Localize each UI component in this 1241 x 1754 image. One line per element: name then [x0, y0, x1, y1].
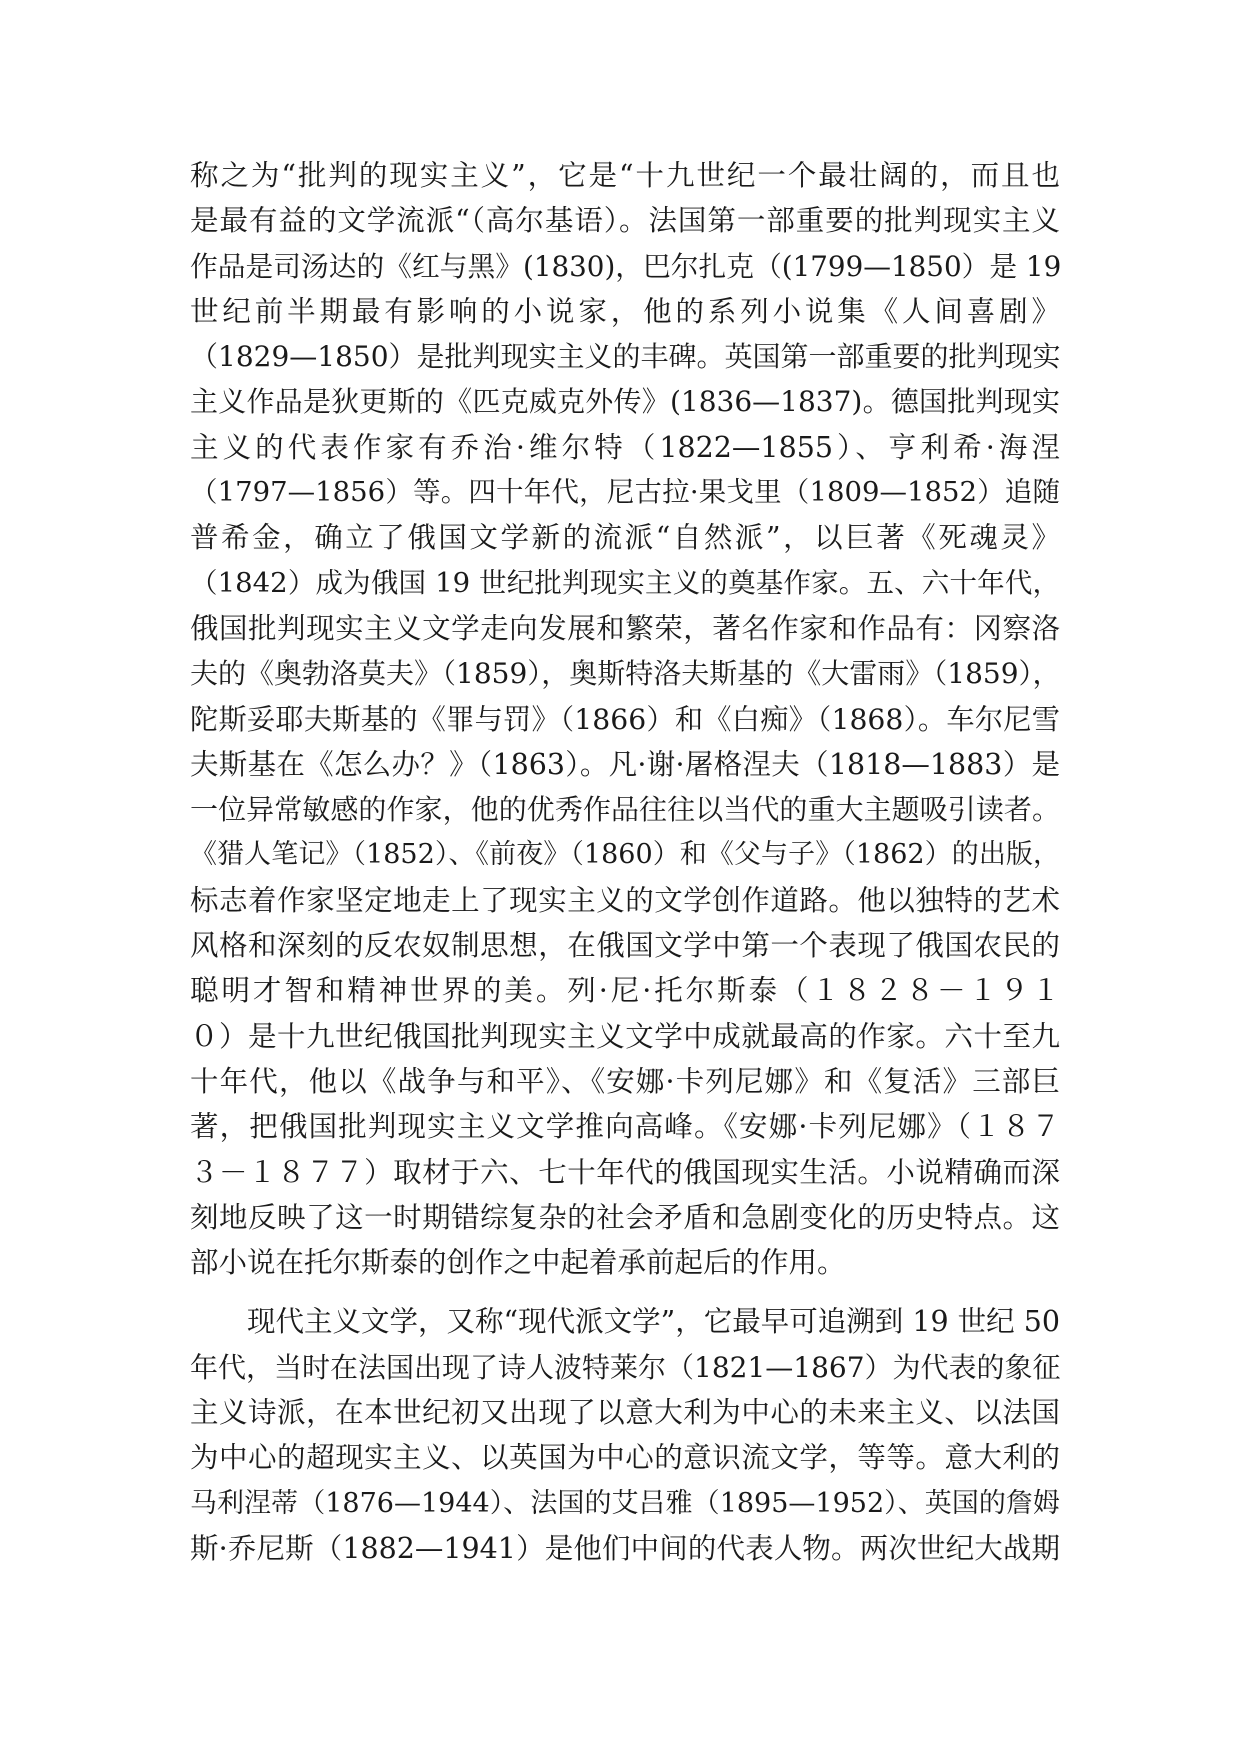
text-line: 著，把俄国批判现实主义文学推向高峰。《安娜·卡列尼娜》（１８７	[190, 1110, 1060, 1144]
text-line: 标志着作家坚定地走上了现实主义的文学创作道路。他以独特的艺术	[190, 883, 1060, 917]
text-line: 为中心的超现实主义、以英国为中心的意识流文学，等等。意大利的	[190, 1441, 1060, 1475]
text-line: 马利涅蒂（1876—1944）、法国的艾吕雅（1895—1952）、英国的詹姆	[190, 1487, 1060, 1519]
text-line: 称之为“批判的现实主义”，它是“十九世纪一个最壮阔的，而且也	[190, 159, 1060, 192]
text-line: ３－１８７７）取材于六、七十年代的俄国现实生活。小说精确而深	[190, 1155, 1060, 1189]
text-line: 《猎人笔记》（1852）、《前夜》（1860）和《父与子》（1862）的出版，	[190, 839, 1060, 871]
text-line: 部小说在托尔斯泰的创作之中起着承前起后的作用。	[190, 1246, 846, 1280]
text-line: 夫的《奥勃洛莫夫》（1859），奥斯特洛夫斯基的《大雷雨》（1859），	[190, 657, 1061, 691]
text-line: 风格和深刻的反农奴制思想，在俄国文学中第一个表现了俄国农民的	[190, 929, 1060, 963]
text-line: 陀斯妥耶夫斯基的《罪与罚》（1866）和《白痴》（1868）。车尔尼雪	[190, 702, 1060, 736]
paragraph-2	[190, 1299, 1060, 1571]
text-line: 普希金，确立了俄国文学新的流派“自然派”，以巨著《死魂灵》	[190, 521, 1060, 555]
text-line: 世纪前半期最有影响的小说家，他的系列小说集《人间喜剧》	[190, 294, 1060, 328]
text-line: （1829—1850）是批判现实主义的丰碑。英国第一部重要的批判现实	[190, 340, 1061, 374]
text-line: 聪明才智和精神世界的美。列·尼·托尔斯泰（１８２８－１９１	[190, 974, 1060, 1008]
text-line: 作品是司汤达的《红与黑》(1830)，巴尔扎克（(1799—1850）是 19	[190, 249, 1062, 283]
text-line: 斯·乔尼斯（1882—1941）是他们中间的代表人物。两次世纪大战期	[190, 1531, 1060, 1565]
text-line: 主义的代表作家有乔治·维尔特（1822—1855）、亨利希·海涅	[190, 430, 1060, 464]
text-line: （1842）成为俄国 19 世纪批判现实主义的奠基作家。五、六十年代，	[190, 566, 1060, 599]
body-text	[190, 153, 1060, 1571]
text-line: 主义作品是狄更斯的《匹克威克外传》(1836—1837)。德国批判现实	[190, 385, 1060, 419]
text-line: ０）是十九世纪俄国批判现实主义文学中成就最高的作家。六十至九	[190, 1019, 1060, 1053]
text-line: （1797—1856）等。四十年代，尼古拉·果戈里（1809—1852）追随	[190, 476, 1060, 509]
text-line: 十年代，他以《战争与和平》、《安娜·卡列尼娜》和《复活》三部巨	[190, 1064, 1060, 1098]
paragraph-1	[190, 153, 1060, 1285]
text-line: 夫斯基在《怎么办？》（1863）。凡·谢·屠格涅夫（1818—1883）是	[190, 747, 1060, 781]
text-line: 俄国批判现实主义文学走向发展和繁荣，著名作家和作品有：冈察洛	[190, 611, 1060, 645]
text-line: 是最有益的文学流派“（高尔基语）。法国第一部重要的批判现实主义	[190, 204, 1060, 238]
text-line: 刻地反映了这一时期错综复杂的社会矛盾和急剧变化的历史特点。这	[190, 1200, 1060, 1234]
text-line: 一位异常敏感的作家，他的优秀作品往往以当代的重大主题吸引读者。	[190, 793, 1060, 827]
text-line: 主义诗派，在本世纪初又出现了以意大利为中心的未来主义、以法国	[190, 1396, 1060, 1430]
paragraph-spacer	[190, 1285, 1060, 1299]
text-line: 年代，当时在法国出现了诗人波特莱尔（1821—1867）为代表的象征	[190, 1350, 1061, 1384]
text-line: 现代主义文学，又称“现代派文学”，它最早可追溯到 19 世纪 50	[247, 1305, 1060, 1339]
